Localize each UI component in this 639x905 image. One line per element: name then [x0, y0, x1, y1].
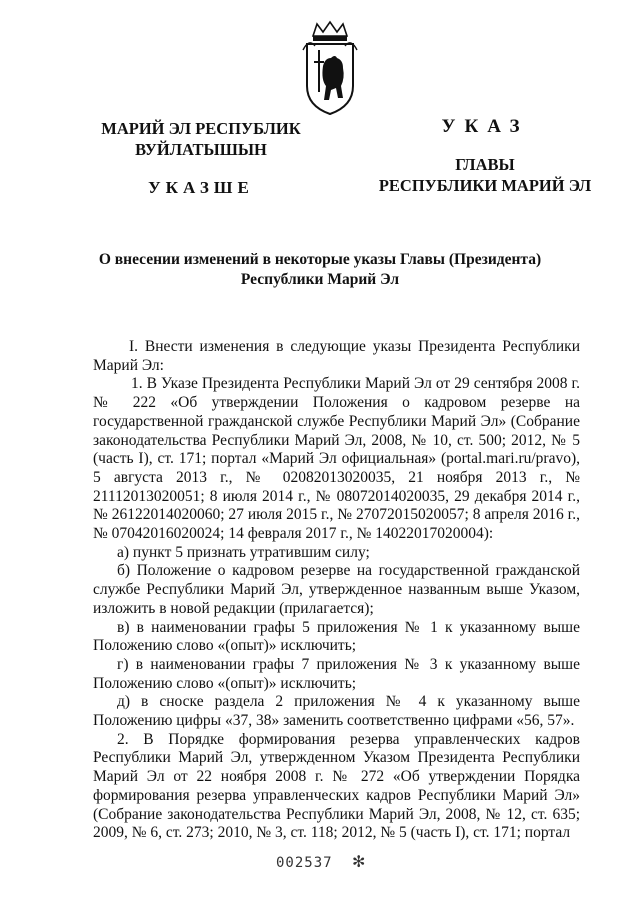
document-title: [30, 250, 610, 290]
paragraph: а) пункт 5 признать утратившим силу;: [117, 543, 370, 561]
header-right-block: [340, 116, 630, 196]
paragraph: г) в наименовании графы 7 приложения № 3 к указанному выше Положению слово «(опыт)» исключить;: [93, 655, 580, 692]
paragraph: 2. В Порядке формирования резерва управленческих кадров Республики Марий Эл, утвержденном Указом Президента Республики Марий Эл от 22 ноября 2008 г. № 272 «Об утверждении Порядка формирования резерва управленческих кадров Республики Марий Эл» (Собрание законодательства Республики Марий Эл, 2008, № 12, ст. 635; 2009, № 6, ст. 273; 2010, № 3, ст. 118; 2012, № 5 (часть I), ст. 171; портал: [93, 730, 580, 842]
header-left-block: [86, 118, 316, 198]
header-right-doc-type: УКАЗ: [441, 116, 529, 137]
paragraph: д) в сноске раздела 2 приложения № 4 к указанному выше Положению цифры «37, 38» заменить соответственно цифрами «56, 57».: [93, 693, 580, 730]
asterisk-mark: ✻: [352, 852, 366, 871]
document-title-line1: О внесении изменений в некоторые указы Главы (Президента): [98, 251, 542, 268]
header-left-line1: МАРИЙ ЭЛ РЕСПУБЛИК: [101, 119, 301, 138]
document-title-line2: Республики Марий Эл: [240, 271, 400, 288]
header-left-doc-type: УКАЗШЕ: [148, 178, 254, 197]
paragraph: в) в наименовании графы 5 приложения № 1 к указанному выше Положению слово «(опыт)» исключить;: [93, 618, 580, 655]
serial-number: 002537: [276, 855, 333, 871]
paragraph: б) Положение о кадровом резерве на государственной гражданской службе Республики Марий Эл, утвержденное названным выше Указом, изложить в новой редакции (прилагается);: [93, 562, 580, 617]
header-right-line2: РЕСПУБЛИКИ МАРИЙ ЭЛ: [378, 176, 592, 195]
paragraph: 1. В Указе Президента Республики Марий Эл от 29 сентября 2008 г. № 222 «Об утверждении Положения о кадровом резерве на государственной гражданской службе Республики Марий Эл» (Собрание законодательства Республики Марий Эл, 2008, № 10, ст. 500; 2012, № 5 (часть I), ст. 171; портал «Марий Эл официальная» (portal.mari.ru/pravo), 5 августа 2013 г., № 02082013020035, 21 ноября 2013 г., № 21112013020051; 8 июля 2014 г., № 08072014020035, 29 декабря 2014 г., № 26122014020060; 27 июля 2015 г., № 27072015020057; 8 апреля 2016 г., № 07042016020024; 14 февраля 2017 г., № 14022017020004):: [93, 375, 580, 543]
paragraph: I. Внести изменения в следующие указы Президента Республики Марий Эл:: [93, 338, 580, 374]
header-right-line1: ГЛАВЫ: [455, 155, 515, 174]
document-body: [93, 338, 580, 843]
header-left-line2: ВУЙЛАТЫШЫН: [135, 140, 267, 159]
coat-of-arms-icon: [299, 20, 361, 116]
